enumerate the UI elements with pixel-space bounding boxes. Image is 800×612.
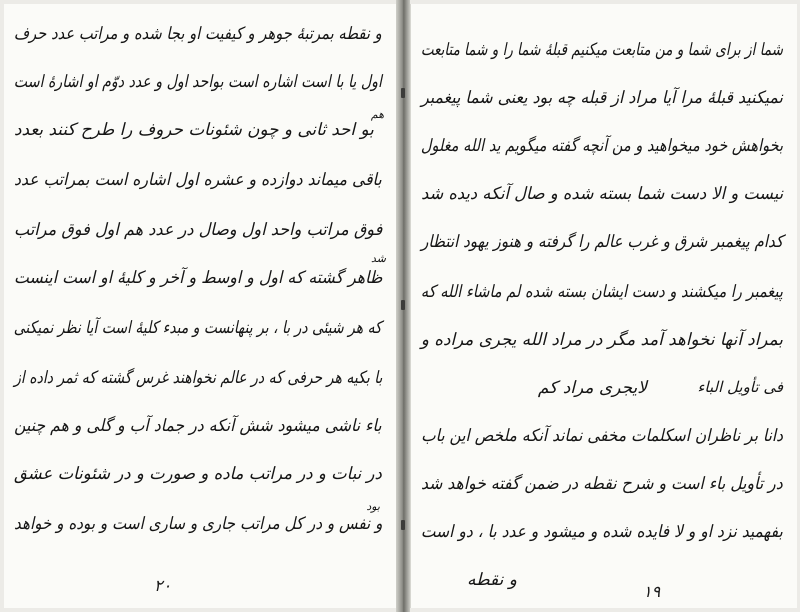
text-line: نمیکنید قبلهٔ مرا آیا مراد از قبله چه بود یعنی شما پیغمبر bbox=[421, 88, 783, 108]
right-page bbox=[410, 4, 797, 608]
text-line: و نقطه بمرتبهٔ جوهر و کیفیت او بجا شده و مراتب عدد حرف bbox=[14, 24, 382, 44]
page-number: ۱۹ bbox=[643, 582, 661, 601]
section-heading: فی تأویل الباء bbox=[697, 378, 783, 396]
left-page bbox=[4, 4, 397, 608]
text-line: بخواهش خود میخواهید و من آنچه گفته میگویم ید الله مغلول bbox=[420, 136, 783, 156]
text-line: ظاهر گشته که اول و اوسط و آخر و کلیهٔ او است اینست bbox=[13, 268, 382, 288]
text-line: باقی میماند دوازده و عشره اول اشاره است بمراتب عدد bbox=[14, 170, 382, 190]
text-line: دانا بر ناظران اسکلمات مخفی نماند آنکه ملخص این باب bbox=[421, 426, 783, 446]
text-line: در نبات و در مراتب ماده و صورت و در شئونات عشق bbox=[14, 464, 382, 484]
marginal-superscript: هم bbox=[370, 108, 384, 121]
text-line: اول یا با است اشاره است بواحد اول و عدد دوّم او اشارهٔ است bbox=[13, 72, 382, 92]
binding-stitch bbox=[401, 300, 405, 310]
text-line: باء ناشی میشود شش آنکه در جماد آب و گلی و هم چنین bbox=[14, 416, 382, 436]
text-line: لایجری مراد کم bbox=[537, 378, 647, 398]
text-line: بو احد ثانی و چون شئونات حروف را طرح کنند بعدد bbox=[14, 120, 374, 140]
text-line: بمراد آنها نخواهد آمد مگر در مراد الله یجری مراده و bbox=[420, 330, 783, 350]
text-line: و نقطه bbox=[466, 570, 517, 590]
binding-stitch bbox=[401, 88, 405, 98]
page-number: ۲۰ bbox=[154, 576, 172, 595]
text-line: بفهمید نزد او و لا فایده شده و میشود و عدد با ، دو است bbox=[421, 522, 783, 542]
text-line: که هر شیئی در با ، بر پنهانست و مبدء کلیهٔ است آیا نظر نمیکنی bbox=[14, 318, 382, 338]
text-line: کدام پیغمبر شرق و غرب عالم را گرفته و هنوز یهود انتظار bbox=[420, 232, 783, 252]
marginal-superscript: بود bbox=[366, 500, 380, 513]
text-line: شما از برای شما و من متابعت میکنیم قبلهٔ شما را و شما متابعت bbox=[420, 40, 783, 60]
text-line: پیغمبر را میکشند و دست ایشان بسته شده لم ماشاء الله که bbox=[421, 282, 783, 302]
marginal-superscript: شد bbox=[371, 252, 386, 265]
binding-stitch bbox=[401, 520, 405, 530]
text-line: با بکیه هر حرفی که در عالم نخواهند غرس گشته که ثمر داده از bbox=[13, 368, 382, 388]
text-line: نیست و الا دست شما بسته شده و صال آنکه دیده شد bbox=[420, 184, 783, 204]
text-line: و نفس و در کل مراتب جاری و ساری است و بوده و خواهد bbox=[13, 514, 382, 534]
text-line: فوق مراتب واحد اول وصال در عدد هم اول فوق مراتب bbox=[13, 220, 382, 240]
text-line: در تأویل باء است و شرح نقطه در ضمن گفته خواهد شد bbox=[421, 474, 783, 494]
